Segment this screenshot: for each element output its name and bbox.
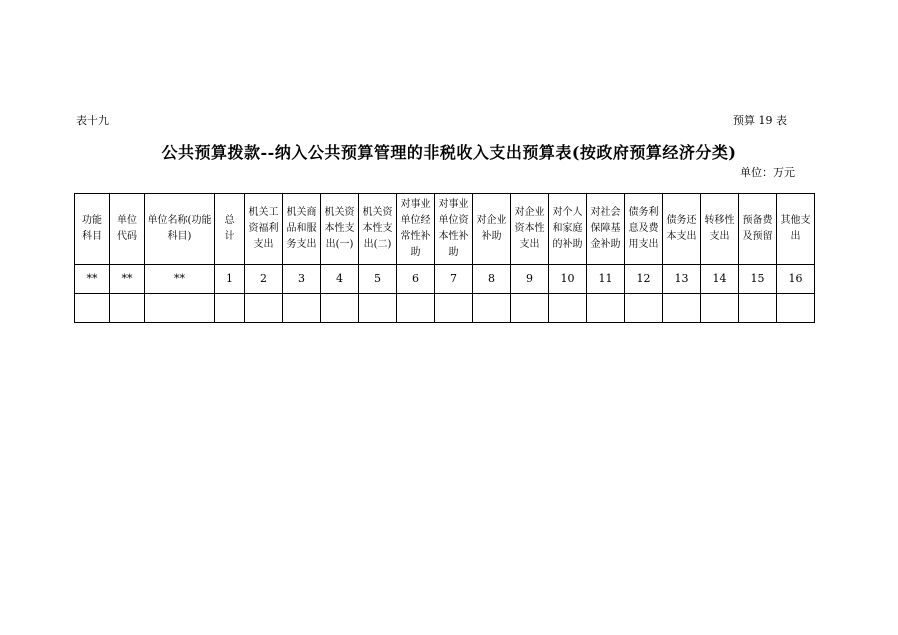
data-cell <box>110 294 145 323</box>
data-cell <box>549 294 587 323</box>
header-cell: 功能科目 <box>75 194 110 265</box>
header-cell: 对企业资本性支出 <box>511 194 549 265</box>
index-cell: 16 <box>777 265 815 294</box>
budget-number-label: 预算 19 表 <box>733 114 787 127</box>
header-cell: 债务利息及费用支出 <box>625 194 663 265</box>
data-cell <box>283 294 321 323</box>
data-row <box>75 294 815 323</box>
header-cell: 机关资本性支出(一) <box>321 194 359 265</box>
index-cell: ** <box>110 265 145 294</box>
index-cell: 2 <box>245 265 283 294</box>
index-cell: 13 <box>663 265 701 294</box>
data-cell <box>587 294 625 323</box>
index-cell: ** <box>145 265 215 294</box>
data-cell <box>625 294 663 323</box>
header-cell: 预备费及预留 <box>739 194 777 265</box>
header-cell: 对社会保障基金补助 <box>587 194 625 265</box>
index-cell: ** <box>75 265 110 294</box>
data-cell <box>739 294 777 323</box>
header-cell: 对事业单位经常性补助 <box>397 194 435 265</box>
index-cell: 11 <box>587 265 625 294</box>
data-cell <box>435 294 473 323</box>
document-title: 公共预算拨款--纳入公共预算管理的非税收入支出预算表(按政府预算经济分类) <box>161 143 737 162</box>
data-cell <box>397 294 435 323</box>
data-cell <box>777 294 815 323</box>
data-cell <box>473 294 511 323</box>
data-cell <box>663 294 701 323</box>
index-cell: 14 <box>701 265 739 294</box>
index-cell: 4 <box>321 265 359 294</box>
data-cell <box>359 294 397 323</box>
data-cell <box>215 294 245 323</box>
header-cell: 对企业补助 <box>473 194 511 265</box>
data-cell <box>245 294 283 323</box>
index-cell: 12 <box>625 265 663 294</box>
index-cell: 10 <box>549 265 587 294</box>
header-cell: 单位名称(功能科目) <box>145 194 215 265</box>
header-cell: 机关商品和服务支出 <box>283 194 321 265</box>
data-cell <box>75 294 110 323</box>
index-cell: 15 <box>739 265 777 294</box>
header-row <box>75 194 815 265</box>
header-cell: 其他支出 <box>777 194 815 265</box>
budget-table <box>74 193 815 323</box>
data-cell <box>321 294 359 323</box>
unit-label: 单位：万元 <box>740 166 795 179</box>
header-cell: 总计 <box>215 194 245 265</box>
header-cell: 机关资本性支出(二) <box>359 194 397 265</box>
header-cell: 机关工资福利支出 <box>245 194 283 265</box>
data-cell <box>145 294 215 323</box>
index-cell: 7 <box>435 265 473 294</box>
header-cell: 对个人和家庭的补助 <box>549 194 587 265</box>
header-cell: 单位代码 <box>110 194 145 265</box>
header-cell: 对事业单位资本性补助 <box>435 194 473 265</box>
data-cell <box>511 294 549 323</box>
table-number-label: 表十九 <box>76 114 109 127</box>
data-cell <box>701 294 739 323</box>
header-cell: 转移性支出 <box>701 194 739 265</box>
index-cell: 8 <box>473 265 511 294</box>
index-cell: 3 <box>283 265 321 294</box>
index-cell: 5 <box>359 265 397 294</box>
header-cell: 债务还本支出 <box>663 194 701 265</box>
index-cell: 9 <box>511 265 549 294</box>
index-cell: 6 <box>397 265 435 294</box>
index-row <box>75 265 815 294</box>
index-cell: 1 <box>215 265 245 294</box>
